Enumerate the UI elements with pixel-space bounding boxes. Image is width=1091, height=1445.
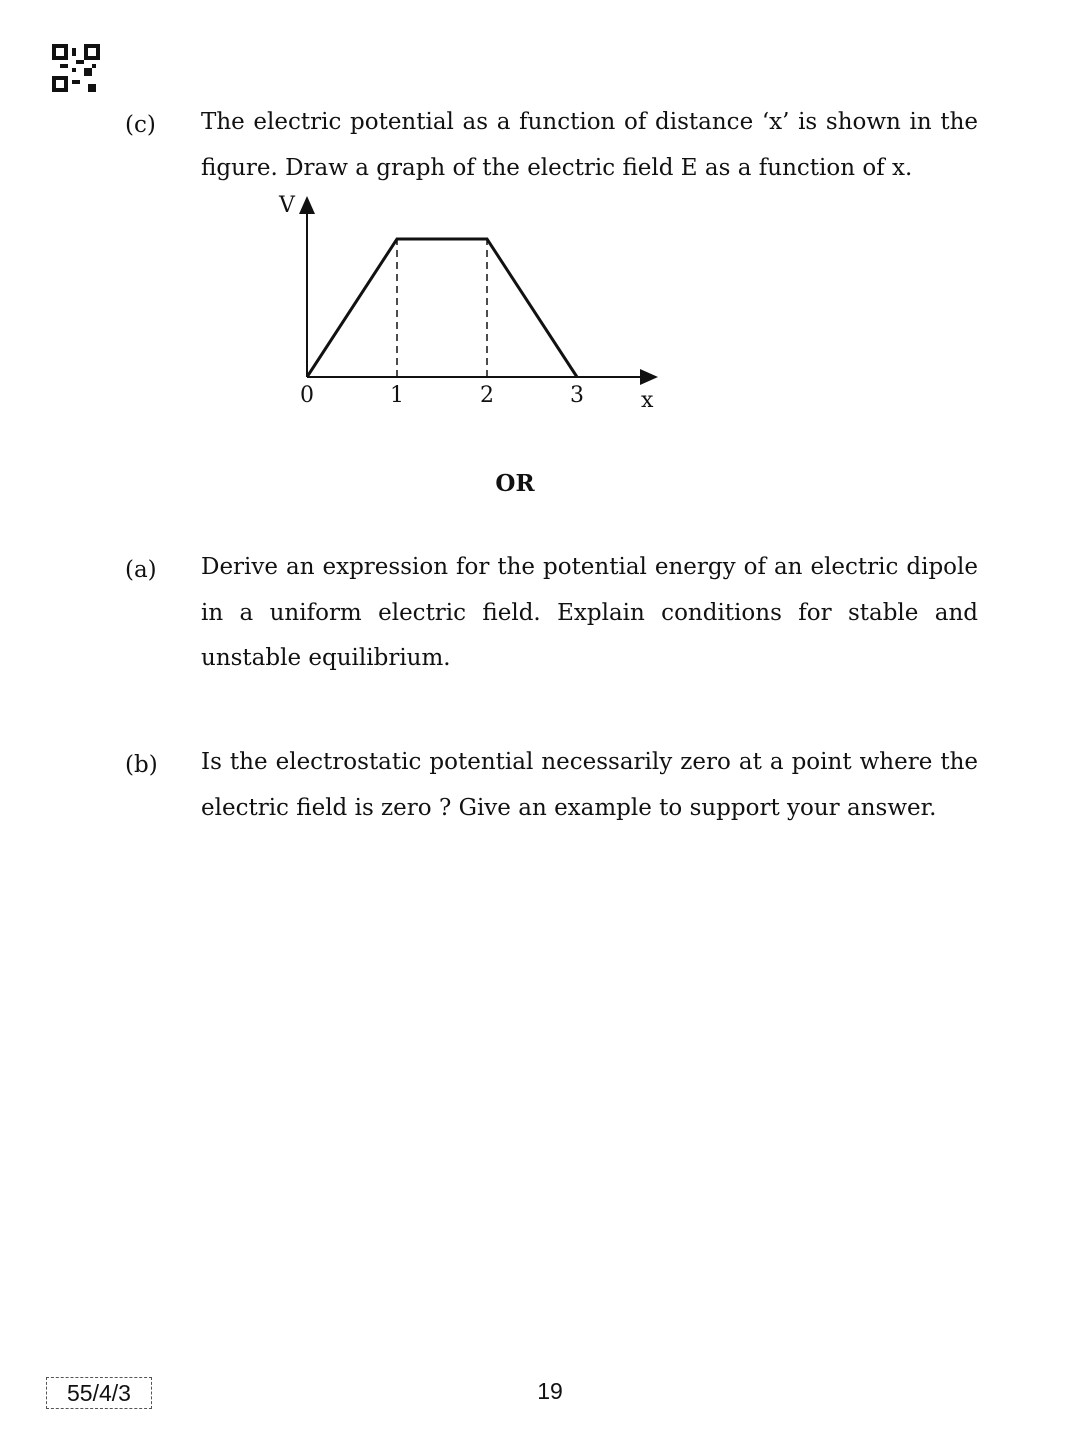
paper-code: 55/4/3: [46, 1377, 152, 1409]
x-tick-label: 2: [480, 383, 494, 408]
qr-code-icon: [52, 44, 100, 92]
or-separator: OR: [495, 470, 535, 497]
question-a-label: (a): [125, 557, 157, 583]
y-axis-label: V: [279, 193, 295, 218]
question-b-text: Is the electrostatic potential necessarily zero at a point where the electric field is zero ? Give an example to support your answer.: [201, 749, 978, 821]
question-b-label: (b): [125, 752, 158, 778]
question-a-text: Derive an expression for the potential energy of an electric dipole in a uniform electric field. Explain conditions for stable and unstable equilibrium.: [201, 554, 978, 671]
question-c-label: (c): [125, 112, 156, 138]
potential-graph: [270, 190, 670, 415]
question-c-text: The electric potential as a function of distance ‘x’ is shown in the figure. Draw a graph of the electric field E as a function of x.: [201, 109, 978, 181]
x-axis-label: x: [641, 388, 654, 413]
x-tick-label: 3: [570, 383, 584, 408]
potential-curve: [307, 239, 577, 377]
x-tick-label: 1: [390, 383, 404, 408]
page-number: 19: [537, 1378, 563, 1404]
x-tick-label: 0: [300, 383, 314, 408]
